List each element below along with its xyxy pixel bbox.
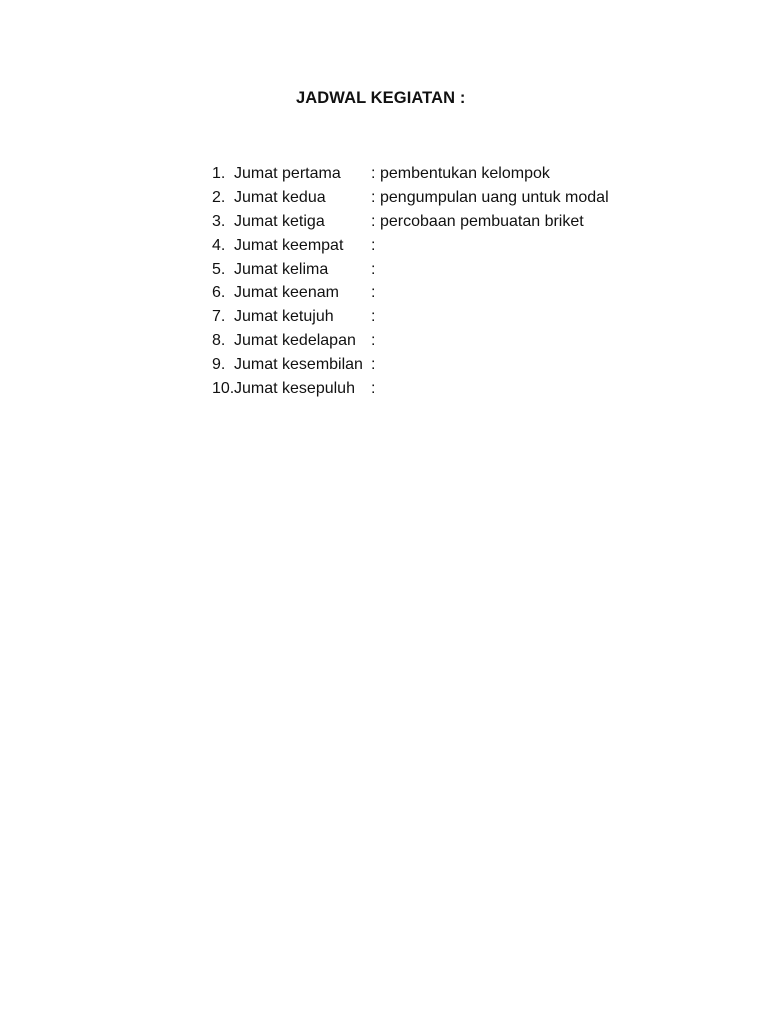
item-colon: : [371, 284, 376, 302]
item-colon: : [371, 308, 376, 326]
item-label: Jumat kedelapan [234, 332, 356, 350]
item-colon: : [371, 165, 376, 182]
item-colon: : [371, 212, 376, 230]
item-description: pengumpulan uang untuk modal [380, 188, 609, 206]
item-colon: : [371, 236, 376, 254]
item-number: 10. [212, 380, 235, 398]
item-label: Jumat kedua [234, 188, 326, 206]
item-colon: : [371, 188, 376, 206]
item-number: 2. [212, 188, 226, 206]
item-label: Jumat keempat [234, 236, 344, 254]
item-label: Jumat kelima [234, 260, 329, 278]
item-colon: : [371, 380, 376, 398]
item-number: 3. [212, 212, 226, 230]
item-label: Jumat ketiga [234, 212, 325, 230]
item-number: 5. [212, 260, 226, 278]
item-number: 1. [212, 165, 226, 182]
item-description: percobaan pembuatan briket [380, 212, 584, 230]
item-number: 7. [212, 308, 226, 326]
item-colon: : [371, 260, 376, 278]
item-label: Jumat ketujuh [234, 308, 334, 326]
item-colon: : [371, 356, 376, 374]
item-number: 6. [212, 284, 226, 302]
page-title: JADWAL KEGIATAN : [296, 89, 466, 107]
item-label: Jumat kesepuluh [234, 380, 355, 398]
item-label: Jumat kesembilan [234, 356, 363, 374]
item-number: 4. [212, 236, 226, 254]
item-number: 8. [212, 332, 226, 350]
item-label: Jumat pertama [234, 165, 341, 182]
item-label: Jumat keenam [234, 284, 339, 302]
item-description: pembentukan kelompok [380, 165, 550, 182]
item-number: 9. [212, 356, 226, 374]
item-colon: : [371, 332, 376, 350]
